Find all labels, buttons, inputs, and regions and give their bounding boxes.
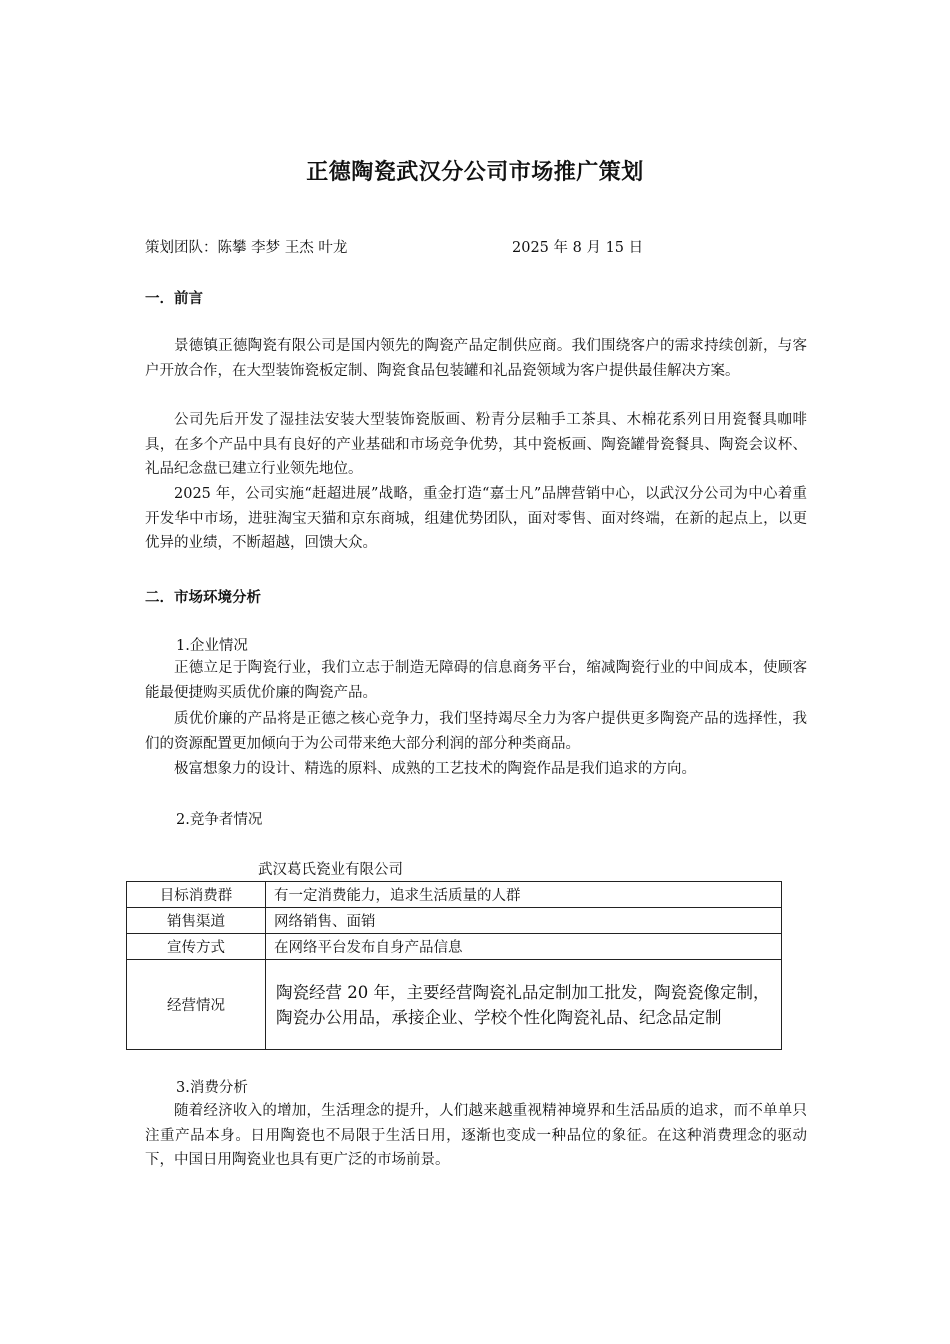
subsection-title-competitors: 2.竞争者情况 [176, 812, 263, 828]
subsection-title-company: 1.企业情况 [176, 638, 248, 654]
paragraph: 质优价廉的产品将是正德之核心竞争力，我们坚持竭尽全力为客户提供更多陶瓷产品的选择性，我们的资源配置更加倾向于为公司带来绝大部分利润的部分种类商品。 [145, 711, 807, 752]
table-cell-label: 目标消费群 [127, 882, 266, 908]
paragraph: 极富想象力的设计、精选的原料、成熟的工艺技术的陶瓷作品是我们追求的方向。 [174, 761, 696, 777]
table-row [127, 960, 782, 1050]
table-cell-value: 陶瓷经营 20 年，主要经营陶瓷礼品定制加工批发，陶瓷瓷像定制，陶瓷办公用品，承接企业、学校个性化陶瓷礼品、纪念品定制 [266, 960, 782, 1050]
table-caption: 武汉葛氏瓷业有限公司 [258, 862, 403, 878]
section-heading-preface: 一．前言 [145, 291, 203, 307]
section-heading-market-analysis: 二．市场环境分析 [145, 590, 261, 606]
table-cell-value: 在网络平台发布自身产品信息 [266, 934, 782, 960]
subsection-title-consumption: 3.消费分析 [176, 1080, 248, 1096]
paragraph: 正德立足于陶瓷行业，我们立志于制造无障碍的信息商务平台，缩减陶瓷行业的中间成本，使顾客能最便捷购买质优价廉的陶瓷产品。 [145, 660, 807, 701]
planning-team: 策划团队：陈攀 李梦 王杰 叶龙 [145, 240, 348, 256]
competitor-table [126, 881, 782, 1050]
table-cell-label: 销售渠道 [127, 908, 266, 934]
table-row [127, 882, 782, 908]
table-cell-label: 经营情况 [127, 960, 266, 1050]
paragraph: 景德镇正德陶瓷有限公司是国内领先的陶瓷产品定制供应商。我们围绕客户的需求持续创新，与客户开放合作，在大型装饰瓷板定制、陶瓷食品包装罐和礼品瓷领域为客户提供最佳解决方案。 [145, 338, 807, 379]
paragraph: 公司先后开发了湿挂法安装大型装饰瓷版画、粉青分层釉手工茶具、木棉花系列日用瓷餐具咖啡具，在多个产品中具有良好的产业基础和市场竞争优势，其中瓷板画、陶瓷罐骨瓷餐具、陶瓷会议杯、礼品纪念盘已建立行业领先地位。 [145, 412, 807, 477]
table-cell-value: 网络销售、面销 [266, 908, 782, 934]
table-cell-value: 有一定消费能力，追求生活质量的人群 [266, 882, 782, 908]
table-row [127, 908, 782, 934]
paragraph: 2025 年，公司实施“赶超进展”战略，重金打造“嘉士凡”品牌营销中心，以武汉分公司为中心着重开发华中市场，进驻淘宝天猫和京东商城，组建优势团队，面对零售、面对终端，在新的起点上，以更优异的业绩，不断超越，回馈大众。 [145, 486, 807, 551]
paragraph: 随着经济收入的增加，生活理念的提升，人们越来越重视精神境界和生活品质的追求，而不单单只注重产品本身。日用陶瓷也不局限于生活日用，逐渐也变成一种品位的象征。在这种消费理念的驱动下，中国日用陶瓷业也具有更广泛的市场前景。 [145, 1103, 807, 1168]
document-date: 2025 年 8 月 15 日 [512, 240, 644, 256]
table-cell-label: 宣传方式 [127, 934, 266, 960]
document-title: 正德陶瓷武汉分公司市场推广策划 [306, 160, 644, 185]
table-row [127, 934, 782, 960]
